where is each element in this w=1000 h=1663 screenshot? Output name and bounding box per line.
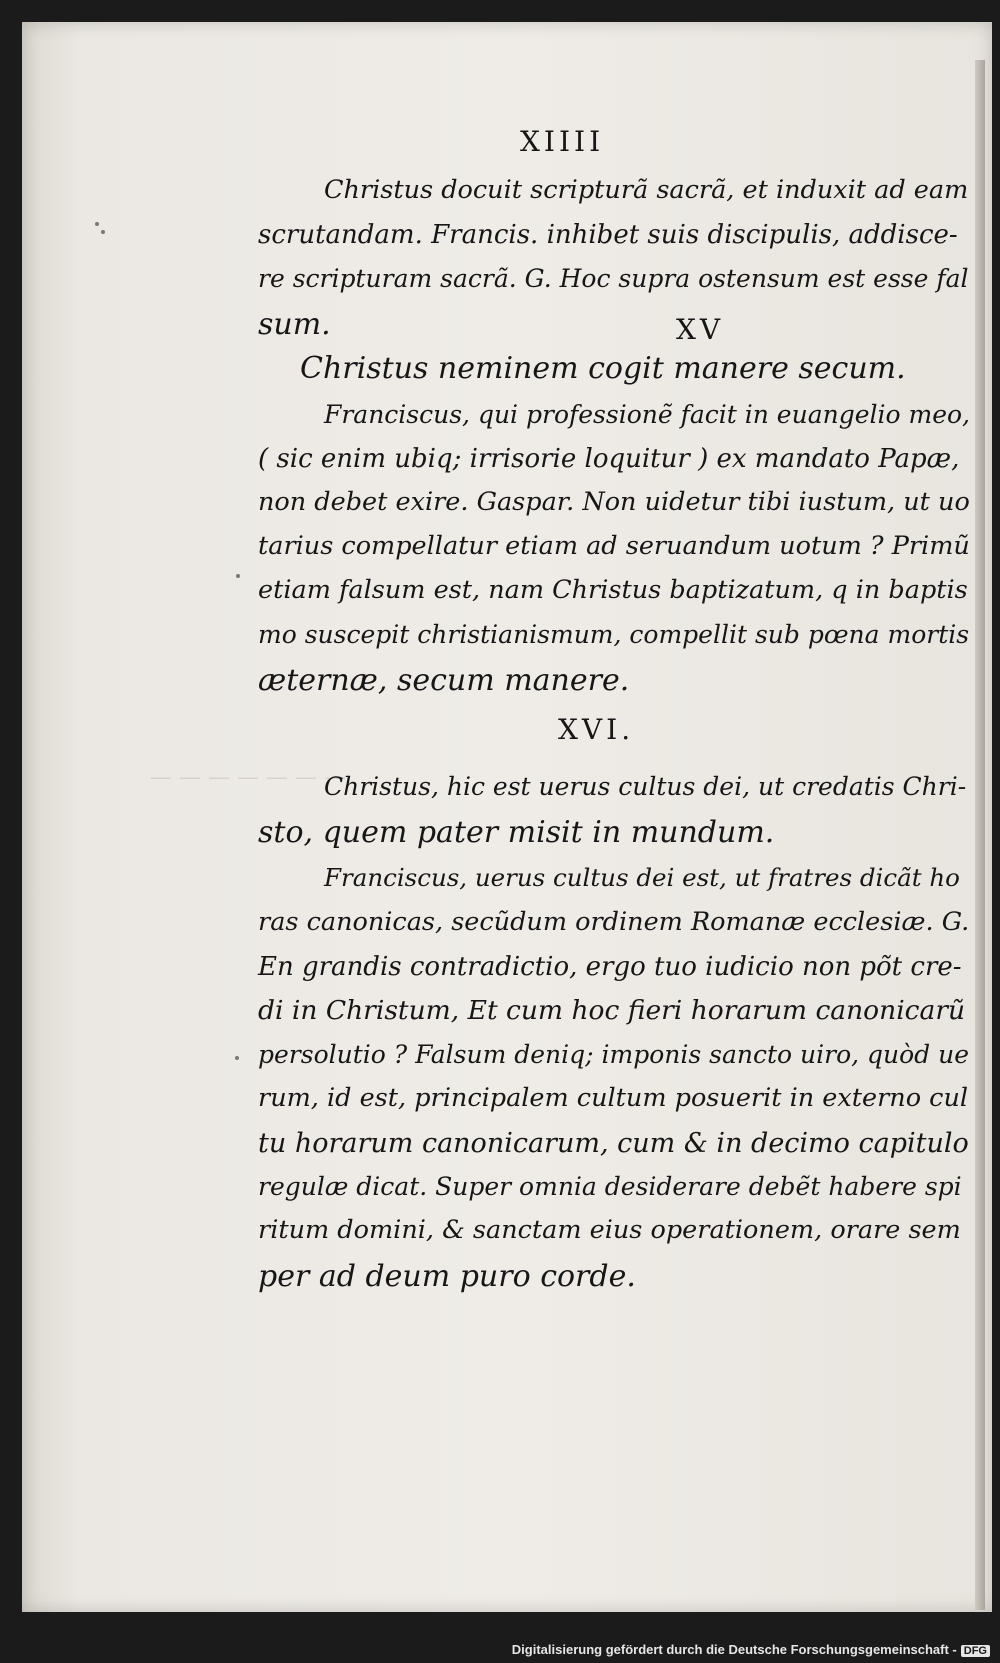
text-line: mo suscepit christianismum, compellit sub pœna mortis: [258, 620, 970, 649]
text-line: tarius compellatur etiam ad seruandum uotum ? Primũ: [258, 531, 970, 561]
text-line: Franciscus, qui professionẽ facit in euangelio meo,: [324, 400, 970, 429]
text-line: ritum domini, & sanctam eius operationem, orare sem: [258, 1215, 961, 1245]
heading-xiiii: XIIII: [520, 125, 605, 158]
text-line: per ad deum puro corde.: [258, 1259, 636, 1294]
text-line: æternæ, secum manere.: [258, 663, 630, 698]
ink-speck: [235, 1056, 239, 1060]
page-edge: [975, 60, 985, 1610]
text-line: Christus neminem cogit manere secum.: [300, 351, 906, 386]
text-line: sto, quem pater misit in mundum.: [258, 815, 775, 850]
text-line: di in Christum, Et cum hoc fieri horarum canonicarũ: [258, 995, 966, 1026]
text-line: scrutandam. Francis. inhibet suis discipulis, addisce-: [258, 220, 958, 250]
text-line: re scripturam sacrã. G. Hoc supra ostensum est esse fal: [258, 264, 969, 293]
text-line: Christus, hic est uerus cultus dei, ut credatis Chri-: [324, 772, 967, 801]
ink-speck: [95, 222, 99, 226]
text-line: Franciscus, uerus cultus dei est, ut fratres dicãt ho: [324, 863, 960, 892]
digitization-credit: [512, 1642, 990, 1657]
heading-xv: XV: [676, 313, 725, 346]
text-line: sum.: [258, 307, 331, 342]
text-line: etiam falsum est, nam Christus baptizatum, q in baptis: [258, 575, 968, 605]
credit-text: Digitalisierung gefördert durch die Deutsche Forschungsgemeinschaft -: [511, 1642, 957, 1657]
text-line: Christus docuit scripturã sacrã, et induxit ad eam: [324, 175, 969, 205]
text-line: non debet exire. Gaspar. Non uidetur tibi iustum, ut uo: [258, 487, 970, 517]
text-line: ( sic enim ubiq; irrisorie loquitur ) ex mandato Papæ,: [258, 444, 960, 474]
ink-speck: [101, 230, 105, 234]
text-line: rum, id est, principalem cultum posuerit in externo cul: [258, 1083, 969, 1113]
dfg-logo: DFG: [961, 1645, 990, 1657]
text-line: persolutio ? Falsum deniq; imponis sancto uiro, quòd ue: [258, 1040, 970, 1069]
text-line: tu horarum canonicarum, cum & in decimo capitulo: [258, 1128, 969, 1159]
text-line: regulæ dicat. Super omnia desiderare debẽt habere spi: [258, 1172, 962, 1201]
heading-xvi: XVI.: [558, 713, 635, 746]
text-line: ras canonicas, secũdum ordinem Romanæ ecclesiæ. G.: [258, 907, 970, 937]
ink-speck: [236, 574, 240, 578]
text-line: En grandis contradictio, ergo tuo iudicio non põt cre-: [258, 952, 962, 982]
show-through-text: — — — — — — —: [150, 765, 346, 790]
